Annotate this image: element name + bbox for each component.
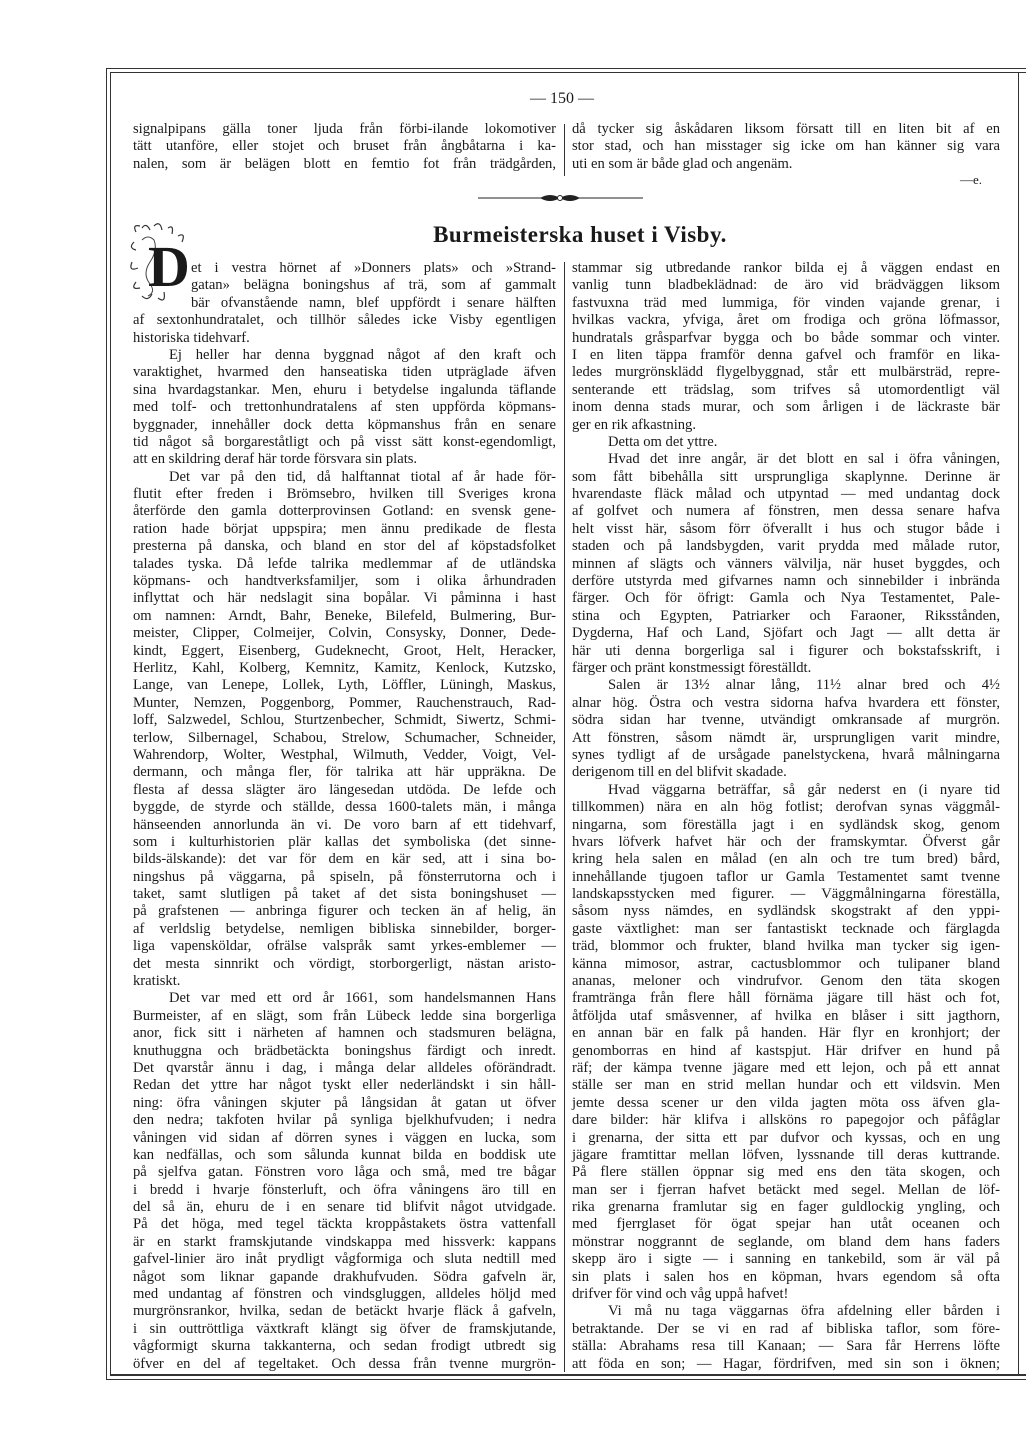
text-line: minnen af slägts och vänners välvilja, när huset byggdes, och	[572, 555, 1000, 572]
text-line: mönstrar noggrannt de seglande, om bland dem hans faders	[572, 1233, 1000, 1250]
paragraph	[572, 260, 1000, 434]
text-line: Dygderna, Haf och Land, Sjöfart och Jagt — allt detta är	[572, 625, 1000, 642]
text-line: Det qvarstår ännu i dag, i många delar alldeles oförändradt.	[133, 1059, 556, 1076]
text-line: vågformigt skurna takkanterna, och sedan frodigt utbredt sig	[133, 1338, 556, 1355]
page-border-top	[106, 68, 1026, 69]
text-line: i bredd i hvarje fönsterluft, och öfra våningens äro till en	[133, 1181, 556, 1198]
text-line: gatan» belägna boningshus af trä, som af gammalt	[191, 277, 556, 294]
text-line: murgrönsrankor, hvilka, sedan de betäckt hvarje fläck å gafveln,	[133, 1303, 556, 1320]
text-line: helt visst här, såsom förr öfverallt i hus och stugor både i	[572, 520, 1000, 537]
text-line: nalen, som är belägen blott en femtio fot från trädgården,	[133, 155, 556, 172]
text-line: bär ofvanstående namn, blef uppfördt i senare hälften	[191, 294, 556, 311]
text-line: räf; der kämpa tvenne jägare med ett lejon, och på ett annat	[572, 1059, 1000, 1076]
text-line: på sjelfva gatan. Fönstren voro låga och små, med tre bågar	[133, 1164, 556, 1181]
text-line: återförde den gamla dotterprovinsen Gotland: en svensk gene-	[133, 503, 556, 520]
text-line: Burmeister, af en slägt, som från Lübeck ledde sina borgerliga	[133, 1007, 556, 1024]
text-line: något som liknar gapande drakhufvuden. Södra gafveln är,	[133, 1268, 556, 1285]
text-line: Det var med ett ord år 1661, som handelsmannen Hans	[169, 990, 556, 1007]
text-line: i sin outtröttliga växtkraft klängt sig öfver de framskjutande,	[133, 1320, 556, 1337]
page-border-right	[1018, 72, 1019, 1376]
text-line: meister, Clipper, Colmeijer, Colvin, Consysky, Donner, Dede-	[133, 625, 556, 642]
paragraph	[572, 434, 1000, 451]
article-left-column	[133, 260, 556, 1373]
text-line: åtföljda utaf småsvenner, af hvilka en blåser i sitt jagthorn,	[572, 1007, 1000, 1024]
text-line: med fjerrglaset för ögat spejar han utåt oceanen och	[572, 1216, 1000, 1233]
text-line: I en liten täppa framför denna gafvel och framför en lika-	[572, 346, 1000, 363]
author-signature: —e.	[960, 172, 983, 187]
text-line: staden och på landsbygden, varit prydda med målade rutor,	[572, 538, 1000, 555]
text-line: anor, fick sitt i närheten af hamnen och stadsmuren belägna,	[133, 1025, 556, 1042]
text-line: som fått bibehålla sitt ursprungliga skaplynne. Derinne är	[572, 468, 1000, 485]
text-line: öfver en del af tegeltaket. Och dessa från tvenne murgrön-	[133, 1355, 556, 1372]
text-line: gafvel-linier äro inåt prydligt vågformiga och sluta nedtill med	[133, 1251, 556, 1268]
text-line: att en skildring deraf här torde försvara sin plats.	[133, 451, 418, 468]
paragraph	[133, 469, 556, 991]
text-line: betraktande. Der se vi en rad af bibliska taflor, som före-	[572, 1320, 1000, 1337]
text-line: alnar hög. Östra och vestra sidorna hafva hvardera ett fönster,	[572, 694, 1000, 711]
drop-cap-letter: D	[148, 234, 190, 299]
text-line: fastvuxna träd med lummiga, för vinden vajande grenar, i	[572, 294, 1000, 311]
text-line: Lange, van Lenepe, Lollek, Lyth, Löffler, Lüningh, Maskus,	[133, 677, 556, 694]
text-line: liga vapensköldar, ofrälse valspråk samt yrkes-emblemer —	[133, 938, 556, 955]
text-line: kring hela salen en målad (en aln och tre tum bred) bård,	[572, 851, 1000, 868]
text-line: ger en rik afkastning.	[572, 416, 697, 433]
page-border-bottom-outer	[106, 1379, 1026, 1380]
text-line: Det var på den tid, då halftannat tiotal af år hade för-	[169, 468, 556, 485]
text-line: känna mimosor, astrar, cactusblommor och tulipaner bland	[572, 955, 1000, 972]
text-line: derigenom till en del blifvit skadade.	[572, 764, 787, 781]
page-border-top-inner	[110, 72, 1026, 73]
top-right-column	[572, 121, 1000, 173]
text-line: Wahrendorp, Wolter, Westphal, Wilmuth, Vedder, Voigt, Vel-	[133, 746, 556, 763]
text-line: et i vestra hörnet af »Donners plats» och »Strand-	[191, 260, 556, 276]
paragraph	[133, 990, 556, 1373]
text-line: gaste växtlighet: man ser fantastiskt tecknade och färglagda	[572, 920, 1000, 937]
column-divider	[564, 262, 565, 1372]
text-line: Ej heller har denna byggnad något af den kraft och	[169, 346, 556, 363]
text-line: stor stad, och han misstager sig icke om han känner sig vara	[572, 138, 1000, 155]
text-line: historiska tidehvarf.	[133, 329, 250, 346]
text-line: byggnader, innehåller dock detta köpmanshus från en senare	[133, 416, 556, 433]
text-line: dermann, och många fler, för talrika att här uppräkna. De	[133, 764, 556, 781]
text-line: knuthuggna och brädbetäckta boningshus färdigt och inredt.	[133, 1042, 556, 1059]
text-line: Att fönstren, såsom nämdt är, ursprungligen varit mindre,	[572, 729, 1000, 746]
text-line: kratiskt.	[133, 973, 181, 990]
paragraph	[133, 260, 556, 347]
text-line: terlow, Silbernagel, Schabou, Strelow, Schumacher, Schneider,	[133, 729, 556, 746]
text-line: är en starkt framskjutande vindskappa med hissverk: kappans	[133, 1233, 556, 1250]
text-line: tillkommen) nära en aln hög fotlist; derofvan synas väggmål-	[572, 799, 1000, 816]
text-line: senterande ett trädslag, som trifves så utomordentligt väl	[572, 381, 1000, 398]
top-left-column	[133, 121, 556, 173]
text-line: drifver för vind och våg uppå hafvet!	[572, 1286, 789, 1303]
text-line: färger och pränt konstmessigt föreställdt.	[572, 659, 812, 676]
text-line: På det höga, med tegel täckta kroppåstakets östra vattenfall	[133, 1216, 556, 1233]
text-line: taket, samt slutligen på taket af det sista boningshuset —	[133, 886, 556, 903]
page-border-left	[106, 68, 107, 1380]
text-line: ningshus på väggarna, på spiseln, på fönsterrutorna och i	[133, 868, 556, 885]
text-line: af golfvet och numera af fönstren, men dessa senare hafva	[572, 503, 1000, 520]
text-line: del så än, ehuru de i en senare tid blifvit något utvidgade.	[133, 1199, 556, 1216]
text-line: ananas, meloner och vindrufvor. Genom den täta skogen	[572, 973, 1000, 990]
text-line: kan nedfällas, och som sålunda kunnat bilda en boddisk ute	[133, 1146, 556, 1163]
text-line: landskapsstycken med figurer. — Väggmålningarna föreställa,	[572, 886, 1000, 903]
text-line: köpmans- och handtverksfamiljer, som i olika århundraden	[133, 573, 556, 590]
text-line: innehållande tjugoen taflor ur Gamla Testamentet samt tvenne	[572, 868, 1000, 885]
text-line: sina hvardagstankar. Men, ehuru i betydelse ingalunda täflande	[133, 381, 556, 398]
text-line: södra sidan har tvenne, utvändigt omkransade af murgrön.	[572, 712, 1000, 729]
text-line: som i kulturhistorien plär kallas det symboliska (det sinne-	[133, 833, 556, 850]
text-line: tid något så borgareståtligt och på visst sätt konst-egendomligt,	[133, 433, 556, 450]
text-line: På flere ställen öppnar sig med ens den täta skogen, och	[572, 1164, 1000, 1181]
text-line: kindt, Eggert, Eisenberg, Gudeknecht, Groot, Helt, Heracker,	[133, 642, 556, 659]
text-line: derföre utstyrda med gifvarnes namn och sinnebilder i inbrända	[572, 573, 1000, 590]
text-line: då tycker sig åskådaren liksom försatt till en liten bit af en	[572, 121, 1000, 137]
article-right-column	[572, 260, 1000, 1373]
text-line: byggde, de styrde och ställde, dessa 1600-talets män, i många	[133, 799, 556, 816]
text-line: såsom nyss nämdes, en sydländsk skogstrakt af den yppi-	[572, 903, 1000, 920]
text-line: rika grenarna framlutar sig en fager guldlockig yngling, och	[572, 1199, 1000, 1216]
text-line: ning: öfra våningen skjuter på långsidan åt gatan ut öfver	[133, 1094, 556, 1111]
text-line: med undantag af fönstren och vindsgluggen, alldeles höljd med	[133, 1286, 556, 1303]
text-line: Salen är 13½ alnar lång, 11½ alnar bred och 4½	[608, 677, 1000, 694]
text-line: synes tydligt af de ursågade panelstyckena, hvarå målningarna	[572, 746, 1000, 763]
text-line: dare bilder: här klifva i allsköns ro papegojor och påfåglar	[572, 1112, 1000, 1129]
text-line: bilds-älskande): det var för dem en kär sed, att i sina bo-	[133, 851, 556, 868]
text-line: uti en som är både glad och angenäm.	[572, 155, 793, 172]
text-line: loff, Salzwedel, Schlou, Sturtzenbecher, Schmidt, Siwertz, Schmi-	[133, 712, 556, 729]
text-line: af verldslig betydelse, nemligen bibliska sinnebilder, borger-	[133, 920, 556, 937]
text-line: signalpipans gälla toner ljuda från förbi-ilande lokomotiver	[133, 121, 556, 137]
text-line: af sextonhundratalet, och tillhör således icke Visby egentligen	[133, 312, 556, 329]
page-border-left-inner	[110, 72, 111, 1376]
text-line: ningarna, som föreställa jagt i en sydländsk skog, genom	[572, 816, 1000, 833]
text-line: hvarendaste fläck målad och utpyntad — med undantag dock	[572, 486, 1000, 503]
page-border-bottom	[110, 1374, 1026, 1376]
article-title: Burmeisterska huset i Visby.	[433, 222, 727, 247]
text-line: Redan det yttre har något tyskt eller nederländskt i sin håll-	[133, 1077, 556, 1094]
text-line: våningen vid sidan af dörren synes i väggen en lucka, som	[133, 1129, 556, 1146]
text-line: skepp äro i sigte — i sanning en tankebild, som är väl på	[572, 1251, 1000, 1268]
section-separator-ornament	[478, 192, 643, 204]
text-line: Vi må nu taga väggarnas öfra afdelning eller bården i	[608, 1303, 1000, 1320]
text-line: hvars löfverk hafvet här och der framskymtar. Öfverst går	[572, 833, 1000, 850]
text-line: inflyttat och här nedslagit sina bopålar. Vi påminna i hast	[133, 590, 556, 607]
text-line: att föda en son; — Hagar, fördrifven, med sin son i öknen;	[572, 1355, 1000, 1372]
text-line: här uti denna borgerliga sal i figurer och bokstafsskrift, i	[572, 642, 1000, 659]
text-line: Munter, Nemzen, Poggenborg, Pommer, Rauchenstrauch, Rad-	[133, 694, 556, 711]
paragraph	[572, 1303, 1000, 1373]
text-line: jägare framtittar mellan löfven, lyssnande till deras kuttrande.	[572, 1146, 1000, 1163]
text-line: hänseenden annorlunda än vi. De voro barn af ett tidehvarf,	[133, 816, 556, 833]
text-line: en annan bär en falk på handen. Här flyr en kronhjort; der	[572, 1025, 1000, 1042]
text-line: det mesta sinnrikt och vördigt, storborgerligt, nästan aristo-	[133, 955, 556, 972]
text-line: ställe ser man en strid mellan hundar och ett vildsvin. Men	[572, 1077, 1000, 1094]
text-line: i grenarna, der sitta ett par dufvor och kyssas, och en ung	[572, 1129, 1000, 1146]
text-line: tätt utanföre, eller stojet och bruset från ångbåtarna i ka-	[133, 138, 556, 155]
text-line: jemte dessa scener ur den vilda jagten möta oss äfven gla-	[572, 1094, 1000, 1111]
text-line: Hvad väggarna beträffar, så går nederst en (i nyare tid	[608, 781, 1000, 798]
text-line: sin plats i salen hos en köpman, hvars egendom så ofta	[572, 1268, 1000, 1285]
paragraph	[572, 782, 1000, 1304]
text-line: flesta af dessa slägter äro längesedan utdöda. De lefde och	[133, 781, 556, 798]
text-line: ration hade börjat uppspira; men ännu predikade de flesta	[133, 520, 556, 537]
text-line: stina och Egypten, Patriarker och Faraoner, Riksstånden,	[572, 607, 1000, 624]
page-number: — 150 —	[530, 90, 594, 107]
text-line: genomborras en hind af kastspjut. Här drifver en hund på	[572, 1042, 1000, 1059]
text-line: träd, blommor och frukter, bland hvilka man tycker sig igen-	[572, 938, 1000, 955]
text-line: hundratals gråsparfvar bygga och bo både sommar och vinter.	[572, 329, 1000, 346]
text-line: framtränga från flere håll förnäma jägare till häst och fot,	[572, 990, 1000, 1007]
text-line: Detta om det yttre.	[608, 433, 718, 450]
text-line: flutit efter freden i Brömsebro, hvilken till Sveriges krona	[133, 486, 556, 503]
text-line: talades tyska. Då lefde talrika medlemmar af de utländska	[133, 555, 556, 572]
text-line: på grafstenen — anbringa figurer och tecken än af helig, än	[133, 903, 556, 920]
text-line: Herlitz, Kahl, Kolberg, Kemnitz, Kamitz, Kenlock, Kutzsko,	[133, 659, 556, 676]
text-line: med tolf- och trettonhundratalens af sten uppförda köpmans-	[133, 399, 556, 416]
paragraph	[572, 451, 1000, 677]
paragraph	[133, 347, 556, 469]
text-line: om namnen: Arndt, Bahr, Beneke, Bilefeld, Bulmering, Bur-	[133, 607, 556, 624]
text-line: man ser i fjerran hafvet betäckt med segel. Mellan de löf-	[572, 1181, 1000, 1198]
text-line: ställa: Abrahams resa till Kanaan; — Sara får Herrens löfte	[572, 1338, 1000, 1355]
text-line: vanlig tunn bladbeklädnad: de äro vid brädväggen liksom	[572, 277, 1000, 294]
column-divider	[564, 124, 565, 176]
paragraph	[572, 677, 1000, 781]
text-line: stammar sig utbredande rankor bilda ej å väggen endast en	[572, 260, 1000, 276]
text-line: inom denna stads murar, och som årligen i de läckraste bär	[572, 399, 1000, 416]
text-line: presterna på danska, och bland en stor del af köpstadsfolket	[133, 538, 556, 555]
text-line: färger. Och för öfrigt: Gamla och Nya Testamentet, Pale-	[572, 590, 1000, 607]
text-line: ledes murgrönsklädd flygelbyggnad, står ett mulbärsträd, repre-	[572, 364, 1000, 381]
text-line: varaktighet, hvarmed den hanseatiska tiden utpräglade äfven	[133, 364, 556, 381]
text-line: den nedra; takfoten hvilar på synliga bjelkhufvuden; i nedra	[133, 1112, 556, 1129]
text-line: hvilkas vackra, yfviga, året om frodiga och gröna löfmassor,	[572, 312, 1000, 329]
text-line: Hvad det inre angår, är det blott en sal i öfra våningen,	[608, 451, 1000, 468]
